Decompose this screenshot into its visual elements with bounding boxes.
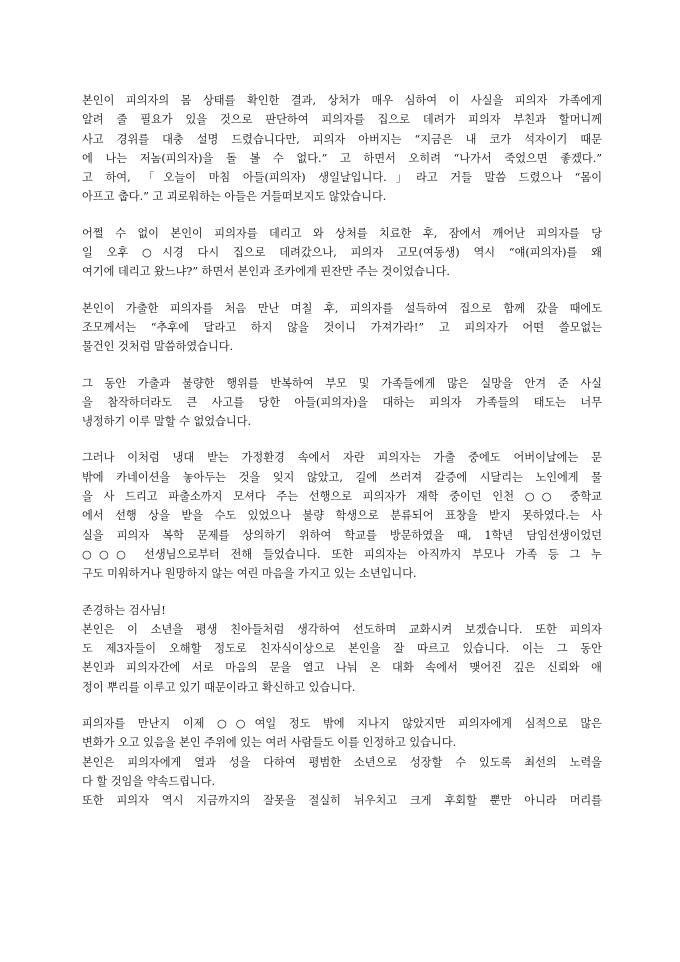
paragraph-3 [82, 299, 602, 357]
text-line: 밖에 카네이션을 놓아두는 것을 잊지 않았고, 길에 쓰러져 갈증에 시달리는 노인에게 물 [82, 470, 602, 484]
paragraph-2 [82, 224, 602, 282]
text-line: 다 할 것임을 약속드립니다. [82, 774, 216, 788]
text-line: 그 동안 가출과 불량한 행위를 반복하여 부모 및 가족들에게 많은 실망을 안겨 준 사실 [82, 376, 602, 390]
text-line: 구도 미워하거나 원망하지 않는 여린 마음을 가지고 있는 소년입니다. [82, 567, 417, 581]
paragraph-5 [82, 448, 602, 583]
text-line: 본인이 가출한 피의자를 처음 만난 며칠 후, 피의자를 설득하여 집으로 함께 갔을 때에도 [82, 301, 602, 315]
text-line: 아프고 춥다.” 고 괴로워하는 아들은 거들떠보지도 않았습니다. [82, 190, 387, 204]
text-line: 여기에 데리고 왔느냐?” 하면서 본인과 조카에게 핀잔만 주는 것이었습니다. [82, 265, 450, 279]
text-line: 그러나 이처럼 냉대 받는 가정환경 속에서 자란 피의자는 가출 중에도 어버이날에는 문 [82, 451, 602, 465]
text-line: 고 하여, 「오늘이 마침 아들(피의자) 생일날입니다.」라고 거들 말씀 드렸으나 “몸이 [82, 171, 602, 185]
text-line: ○○○ 선생님으로부터 전해 들었습니다. 또한 피의자는 아직까지 부모나 가족 등 그 누 [82, 547, 602, 561]
text-line: 피의자를 만난지 이제 ○○여일 정도 밖에 지나지 않았지만 피의자에게 심적으로 많은 [82, 717, 602, 731]
text-line: 실을 피의자 복학 문제를 상의하기 위하여 학교를 방문하였을 때, 1학년 담임선생이었던 [82, 528, 602, 542]
text-line: 변화가 오고 있음을 본인 주위에 있는 여러 사람들도 이를 인정하고 있습니다. [82, 736, 457, 750]
text-line: 사고 경위를 대충 설명 드렸습니다만, 피의자 아버지는 “지금은 내 코가 석자이기 때문 [82, 132, 602, 146]
text-line: 본인이 피의자의 몸 상태를 확인한 결과, 상처가 매우 심하여 이 사실을 피의자 가족에게 [82, 94, 602, 107]
text-line: 어쩔 수 없이 본인이 피의자를 데리고 와 상처를 치료한 후, 잠에서 깨어난 피의자를 당 [82, 226, 602, 240]
paragraph-7 [82, 714, 602, 810]
text-line: 일 오후 ○시경 다시 집으로 데려갔으나, 피의자 고모(여동생) 역시 “얘(피의자)를 왜 [82, 246, 602, 260]
text-line: 또한 피의자 역시 지금까지의 잘못을 절실히 뉘우치고 크게 후회할 뿐만 아니라 머리를 [82, 794, 602, 808]
text-line: 본인은 피의자에게 열과 성을 다하여 평범한 소년으로 성장할 수 있도록 최선의 노력을 [82, 755, 602, 769]
paragraph-1 [82, 91, 602, 207]
text-line: 을 사 드리고 파출소까지 모셔다 주는 선행으로 피의자가 재학 중이던 인천 ○○ 중학교 [82, 490, 602, 504]
text-line: 정이 뿌리를 이루고 있기 때문이라고 확신하고 있습니다. [82, 680, 356, 694]
text-line: 에 나는 저놈(피의자)을 돌 볼 수 없다.” 고 하면서 오히려 “나가서 죽었으면 좋겠다.” [82, 151, 602, 165]
text-line: 에서 선행 상을 받을 수도 있었으나 불량 학생으로 분류되어 표창을 받지 못하였다.는 사 [82, 509, 602, 523]
text-line: 을 참작하더라도 큰 사고를 당한 아들(피의자)을 대하는 피의자 가족들의 태도는 너무 [82, 395, 602, 409]
text-line: 물건인 것처럼 말씀하였습니다. [82, 340, 234, 354]
document-page [82, 91, 602, 811]
text-line: 냉정하기 이루 말할 수 없었습니다. [82, 415, 252, 429]
text-line: 알려 줄 필요가 있을 것으로 판단하여 피의자를 집으로 데려가 피의자 부친과 할머니께 [82, 113, 602, 127]
salutation: 존경하는 검사님! [82, 603, 166, 617]
text-line: 본인과 피의자간에 서로 마음의 문을 열고 나눠 온 대화 속에서 맺어진 깊은 신뢰와 애 [82, 661, 602, 675]
text-line: 도 제3자들이 오해할 정도로 친자식이상으로 본인을 잘 따르고 있습니다. 이는 그 동안 [82, 642, 602, 656]
text-line: 조모께서는 “추후에 달라고 하지 않을 것이니 가져가라!” 고 피의자가 어떤 쓸모없는 [82, 320, 602, 334]
paragraph-6 [82, 601, 602, 697]
text-line: 본인은 이 소년을 평생 친아들처럼 생각하여 선도하며 교화시켜 보겠습니다. 또한 피의자 [82, 622, 602, 636]
paragraph-4 [82, 374, 602, 432]
